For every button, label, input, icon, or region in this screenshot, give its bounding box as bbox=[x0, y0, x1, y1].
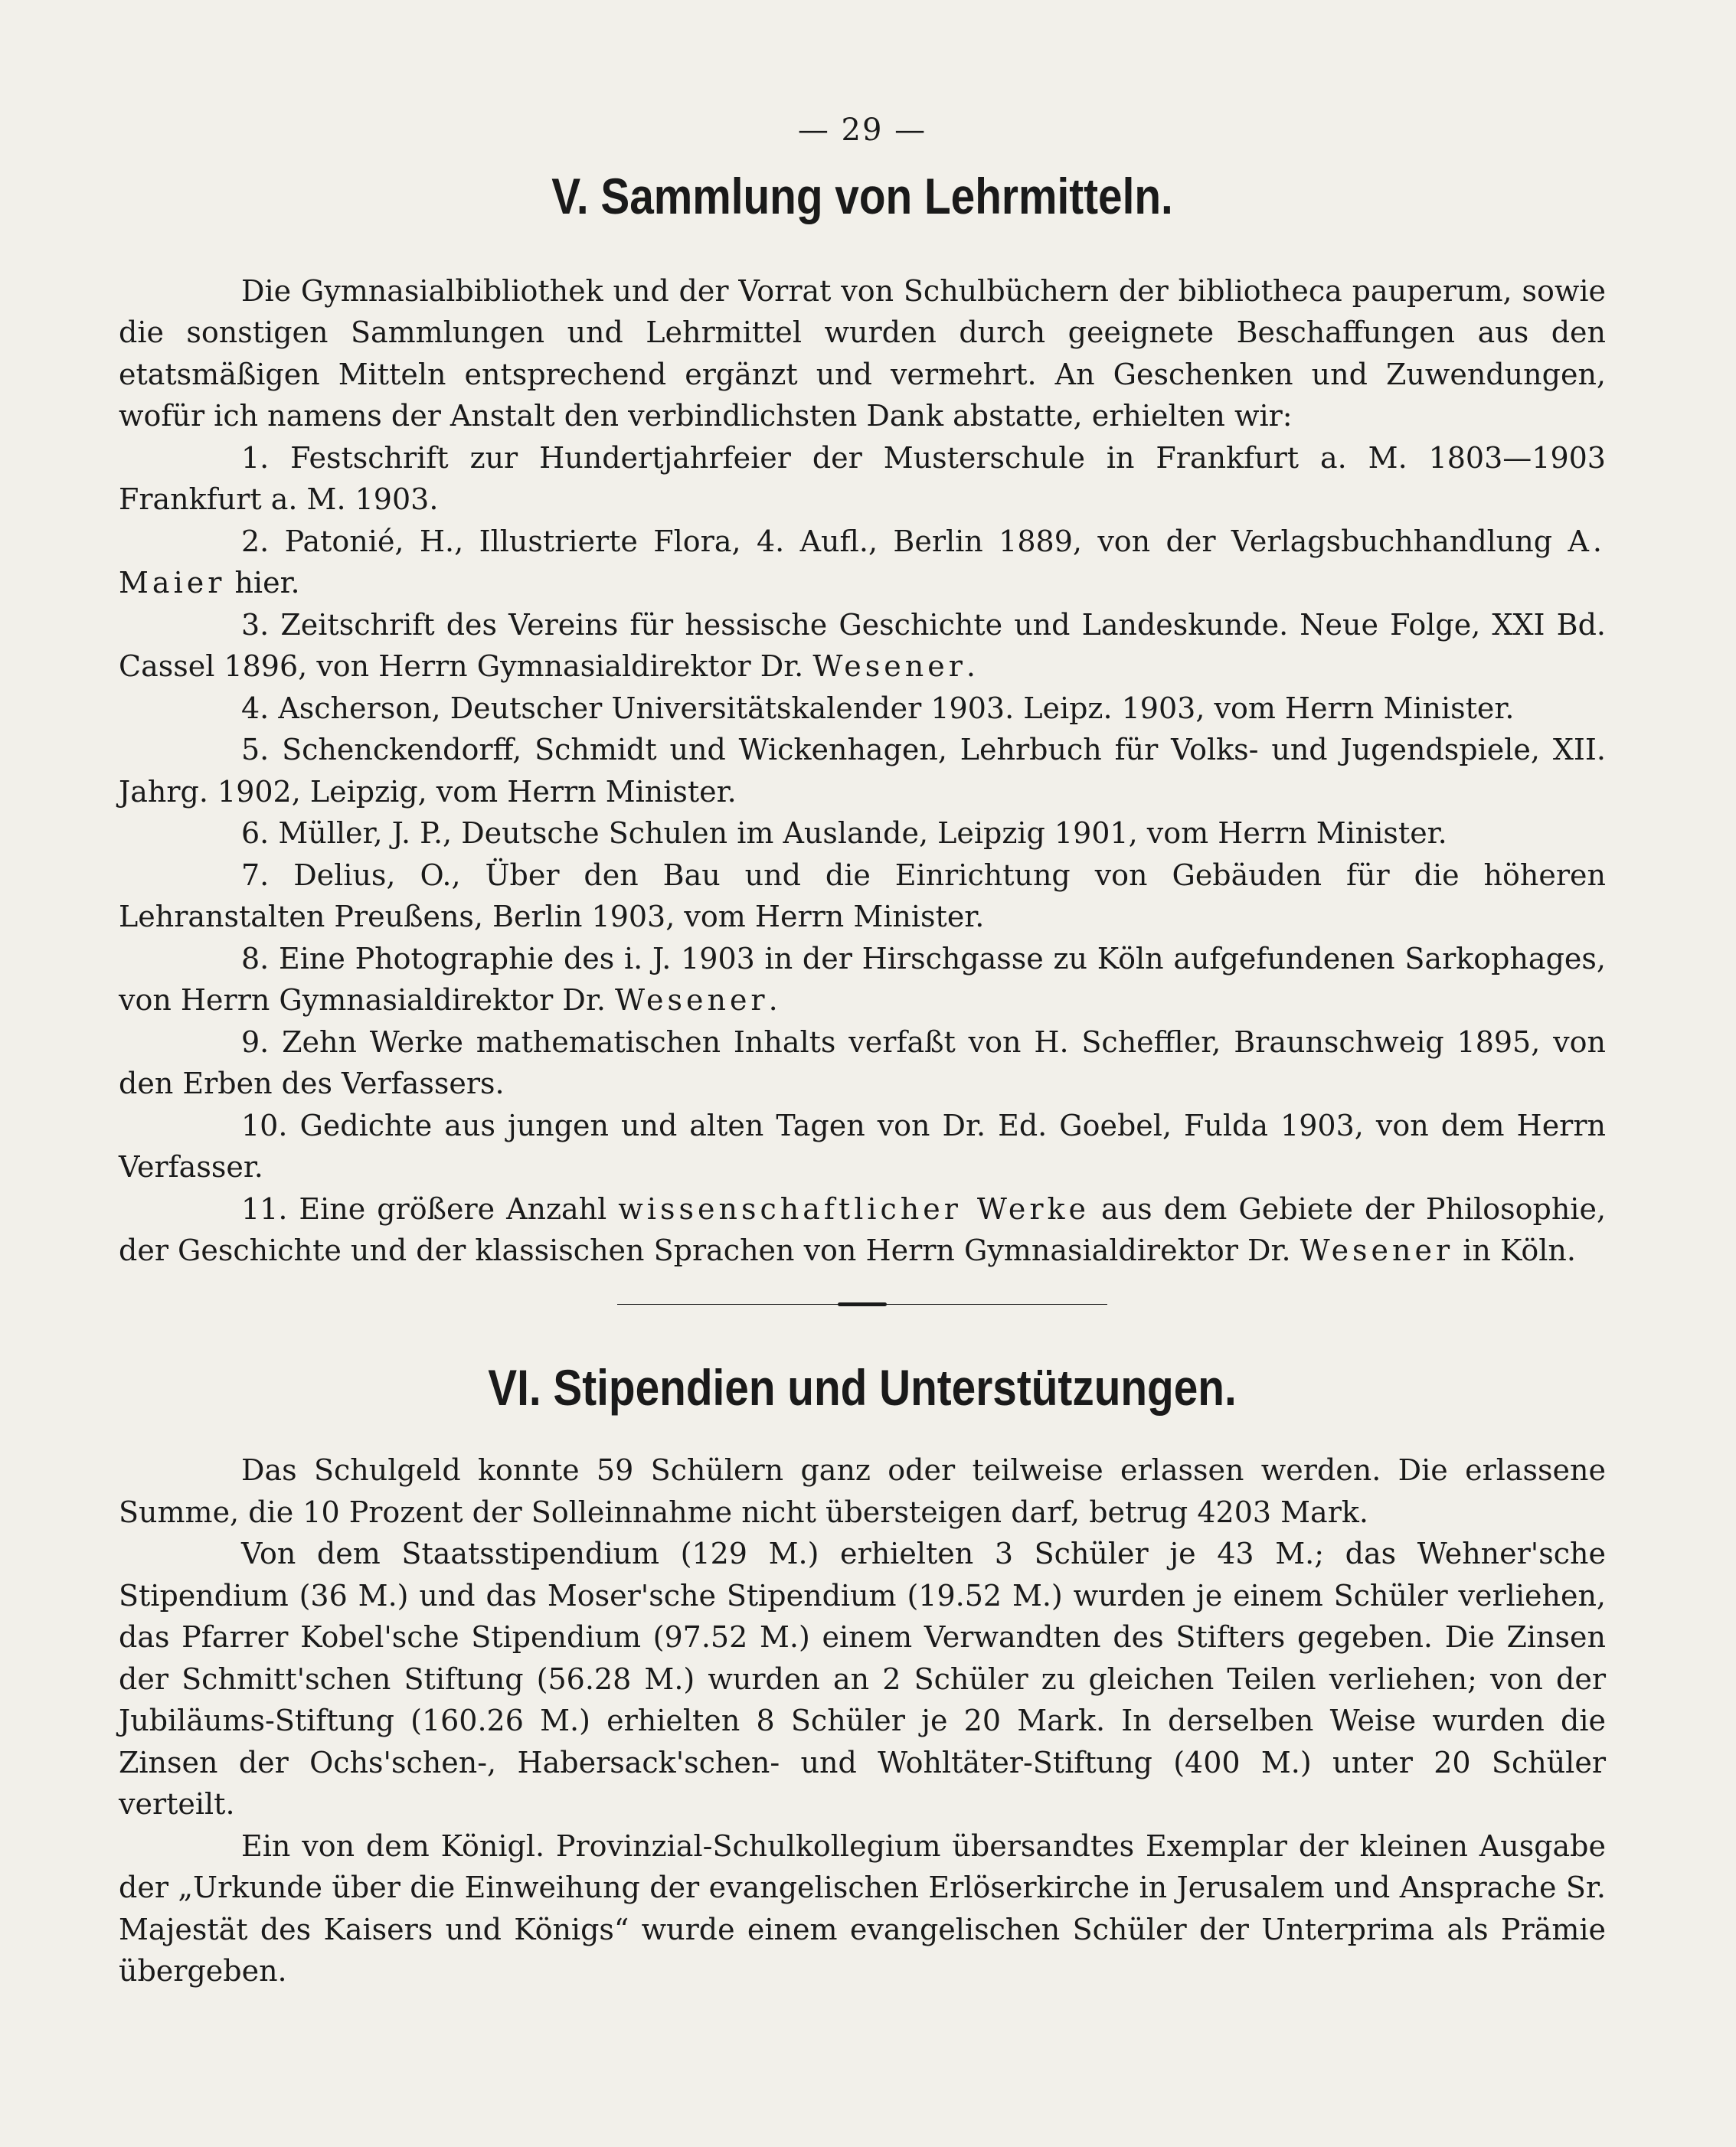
list-item-3 bbox=[119, 604, 1606, 688]
list-item-6: 6. Müller, J. P., Deutsche Schulen im Auslande, Leipzig 1901, vom Herrn Minister. bbox=[241, 816, 1447, 851]
list-item-9: 9. Zehn Werke mathematischen Inhalts verfaßt von H. Scheffler, Braunschweig 1895, von den Erben des Verfassers. bbox=[119, 1024, 1606, 1101]
list-item-8-end: . bbox=[768, 983, 778, 1018]
section-v-intro: Die Gymnasialbibliothek und der Vorrat von Schulbüchern der bibliotheca pauperum, sowie die sonstigen Sammlungen und Lehrmittel wurden durch geeignete Beschaffungen aus den etatsmäßigen Mitteln entsprechend ergänzt und vermehrt. An Geschenken und Zuwendungen, wofür ich namens der Anstalt den verbindlichsten Dank abstatte, erhielten wir: bbox=[119, 273, 1606, 433]
section-divider bbox=[617, 1302, 1107, 1306]
list-item-2 bbox=[119, 521, 1606, 604]
section-stipendien bbox=[119, 1360, 1606, 1992]
list-item-11-text-2: aus dem Gebiete der Philosophie, der Geschichte und der klassischen Sprachen von Herrn Gymnasialdirektor Dr. bbox=[119, 1191, 1607, 1268]
list-item-11-name: Wesener bbox=[1300, 1234, 1454, 1268]
page-number: — 29 — bbox=[797, 113, 927, 148]
list-item-2-name: A. Maier bbox=[119, 524, 1606, 600]
list-item-8-name: Wesener bbox=[615, 983, 769, 1018]
list-item-3-name: Wesener bbox=[812, 649, 966, 684]
list-item-3-end: . bbox=[966, 649, 976, 684]
section-vi-title: VI. Stipendien und Unterstützungen. bbox=[488, 1358, 1237, 1416]
section-v-title: V. Sammlung von Lehrmitteln. bbox=[551, 168, 1173, 224]
list-item-2-end: hier. bbox=[225, 566, 300, 600]
list-item-11-emphasis: wissenschaftlicher Werke bbox=[618, 1191, 1090, 1226]
section-vi-paragraph-3: Ein von dem Königl. Provinzial-Schulkollegium übersandtes Exemplar der kleinen Ausgabe der „Urkunde über die Einweihung der evangelischen Erlöserkirche in Jerusalem und Ansprache Sr. Majestät des Kaisers und Königs“ wurde einem evangelischen Schüler der Unterprima als Prämie übergeben. bbox=[119, 1828, 1606, 1989]
list-item-3-text: 3. Zeitschrift des Vereins für hessische Geschichte und Landeskunde. Neue Folge, XXI Bd. Cassel 1896, von Herrn Gymnasialdirektor Dr. bbox=[119, 607, 1606, 684]
section-vi-paragraph-2: Von dem Staatsstipendium (129 M.) erhielten 3 Schüler je 43 M.; das Wehner'sche Stipendium (36 M.) und das Moser'sche Stipendium (19.52 M.) wurden je einem Schüler verliehen, das Pfarrer Kobel'sche Stipendium (97.52 M.) einem Verwandten des Stifters gegeben. Die Zinsen der Schmitt'schen Stiftung (56.28 M.) wurden an 2 Schüler zu gleichen Teilen verliehen; von der Jubiläums-Stiftung (160.26 M.) erhielten 8 Schüler je 20 Mark. In derselben Weise wurden die Zinsen der Ochs'schen-, Habersack'schen- und Wohltäter-Stiftung (400 M.) unter 20 Schüler verteilt. bbox=[119, 1537, 1606, 1822]
list-item-8-text: 8. Eine Photographie des i. J. 1903 in der Hirschgasse zu Köln aufgefundenen Sarkophages, von Herrn Gymnasialdirektor Dr. bbox=[119, 941, 1606, 1018]
list-item-2-text: 2. Patonié, H., Illustrierte Flora, 4. Aufl., Berlin 1889, von der Verlagsbuchhandlung bbox=[241, 524, 1568, 558]
list-item-10: 10. Gedichte aus jungen und alten Tagen von Dr. Ed. Goebel, Fulda 1903, von dem Herrn Verfasser. bbox=[119, 1108, 1606, 1185]
list-item-5: 5. Schenckendorff, Schmidt und Wickenhagen, Lehrbuch für Volks- und Jugendspiele, XII. Jahrg. 1902, Leipzig, vom Herrn Minister. bbox=[119, 733, 1606, 809]
section-vi-paragraph-1: Das Schulgeld konnte 59 Schülern ganz oder teilweise erlassen werden. Die erlassene Summe, die 10 Prozent der Solleinnahme nicht übersteigen darf, betrug 4203 Mark. bbox=[119, 1453, 1606, 1529]
list-item-4: 4. Ascherson, Deutscher Universitätskalender 1903. Leipz. 1903, vom Herrn Minister. bbox=[241, 691, 1515, 725]
list-item-1: 1. Festschrift zur Hundertjahrfeier der Musterschule in Frankfurt a. M. 1803—1903 Frankfurt a. M. 1903. bbox=[119, 440, 1606, 517]
list-item-8 bbox=[119, 938, 1606, 1021]
list-item-11-text: 11. Eine größere Anzahl bbox=[241, 1191, 619, 1226]
list-item-7: 7. Delius, O., Über den Bau und die Einrichtung von Gebäuden für die höheren Lehranstalten Preußens, Berlin 1903, vom Herrn Minister. bbox=[119, 858, 1606, 934]
list-item-11 bbox=[119, 1188, 1606, 1272]
list-item-11-end: in Köln. bbox=[1453, 1234, 1576, 1268]
section-lehrmittel bbox=[119, 168, 1606, 1272]
